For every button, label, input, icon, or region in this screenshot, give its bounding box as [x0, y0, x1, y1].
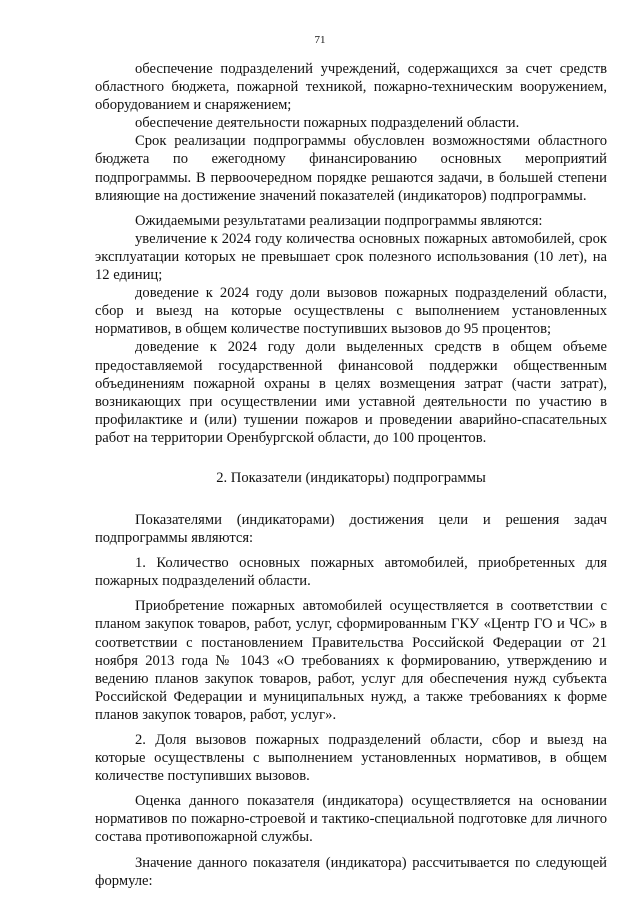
paragraph: Ожидаемыми результатами реализации подпрограммы являются: [135, 212, 543, 229]
paragraph: обеспечение подразделений учреждений, содержащихся за счет средств областного бюджета, пожарной техникой, пожарно-техническим вооружением, оборудованием и снаряжением; [95, 61, 607, 114]
paragraph: Приобретение пожарных автомобилей осуществляется в соответствии с планом закупок товаров, работ, услуг, сформированным ГКУ «Центр ГО и ЧС» в соответствии с постановлением Правительства Российской Федерации от 21 ноября 2013 года № 1043 «О требованиях к формированию, утверждению и ведению планов закупок товаров, работ, услуг для обеспечения нужд субъекта Российской Федерации и муниципальных нужд, а также требованиях к форме планов закупок товаров, работ, услуг». [95, 598, 607, 723]
page-number: 71 [314, 34, 326, 46]
document-body [95, 60, 607, 890]
paragraph: Значение данного показателя (индикатора) рассчитывается по следующей формуле: [95, 854, 607, 889]
paragraph: Срок реализации подпрограммы обусловлен возможностями областного бюджета по ежегодному финансированию основных мероприятий подпрограммы. В первоочередном порядке решаются задачи, в большей степени влияющие на достижение значений показателей (индикаторов) подпрограммы. [95, 133, 607, 204]
paragraph: 1. Количество основных пожарных автомобилей, приобретенных для пожарных подразделений области. [95, 555, 607, 590]
paragraph: Показателями (индикаторами) достижения цели и решения задач подпрограммы являются: [95, 511, 607, 547]
paragraph: 2. Доля вызовов пожарных подразделений области, сбор и выезд на которые осуществлены с выполнением установленных нормативов, в общем количестве поступивших вызовов. [95, 732, 607, 785]
paragraph: Оценка данного показателя (индикатора) осуществляется на основании нормативов по пожарно-строевой и тактико-специальной подготовке для личного состава противопожарной службы. [95, 793, 607, 846]
paragraph: увеличение к 2024 году количества основных пожарных автомобилей, срок эксплуатации которых не превышает срок полезного использования (10 лет), на 12 единиц; [95, 230, 607, 284]
paragraph: обеспечение деятельности пожарных подразделений области. [135, 115, 520, 132]
paragraph: доведение к 2024 году доли вызовов пожарных подразделений области, сбор и выезд на которые осуществлены с выполнением установленных нормативов, в общем количестве поступивших вызовов до 95 процентов; [95, 285, 607, 338]
section-heading: 2. Показатели (индикаторы) подпрограммы [216, 469, 486, 486]
paragraph: доведение к 2024 году доли выделенных средств в общем объеме предоставляемой государственной финансовой поддержки общественным объединениям пожарной охраны в целях возмещения затрат (части затрат), возникающих при осуществлении ими уставной деятельности по участию в профилактике и (или) тушении пожаров и проведении аварийно-спасательных работ на территории Оренбургской области, до 100 процентов. [95, 339, 607, 446]
